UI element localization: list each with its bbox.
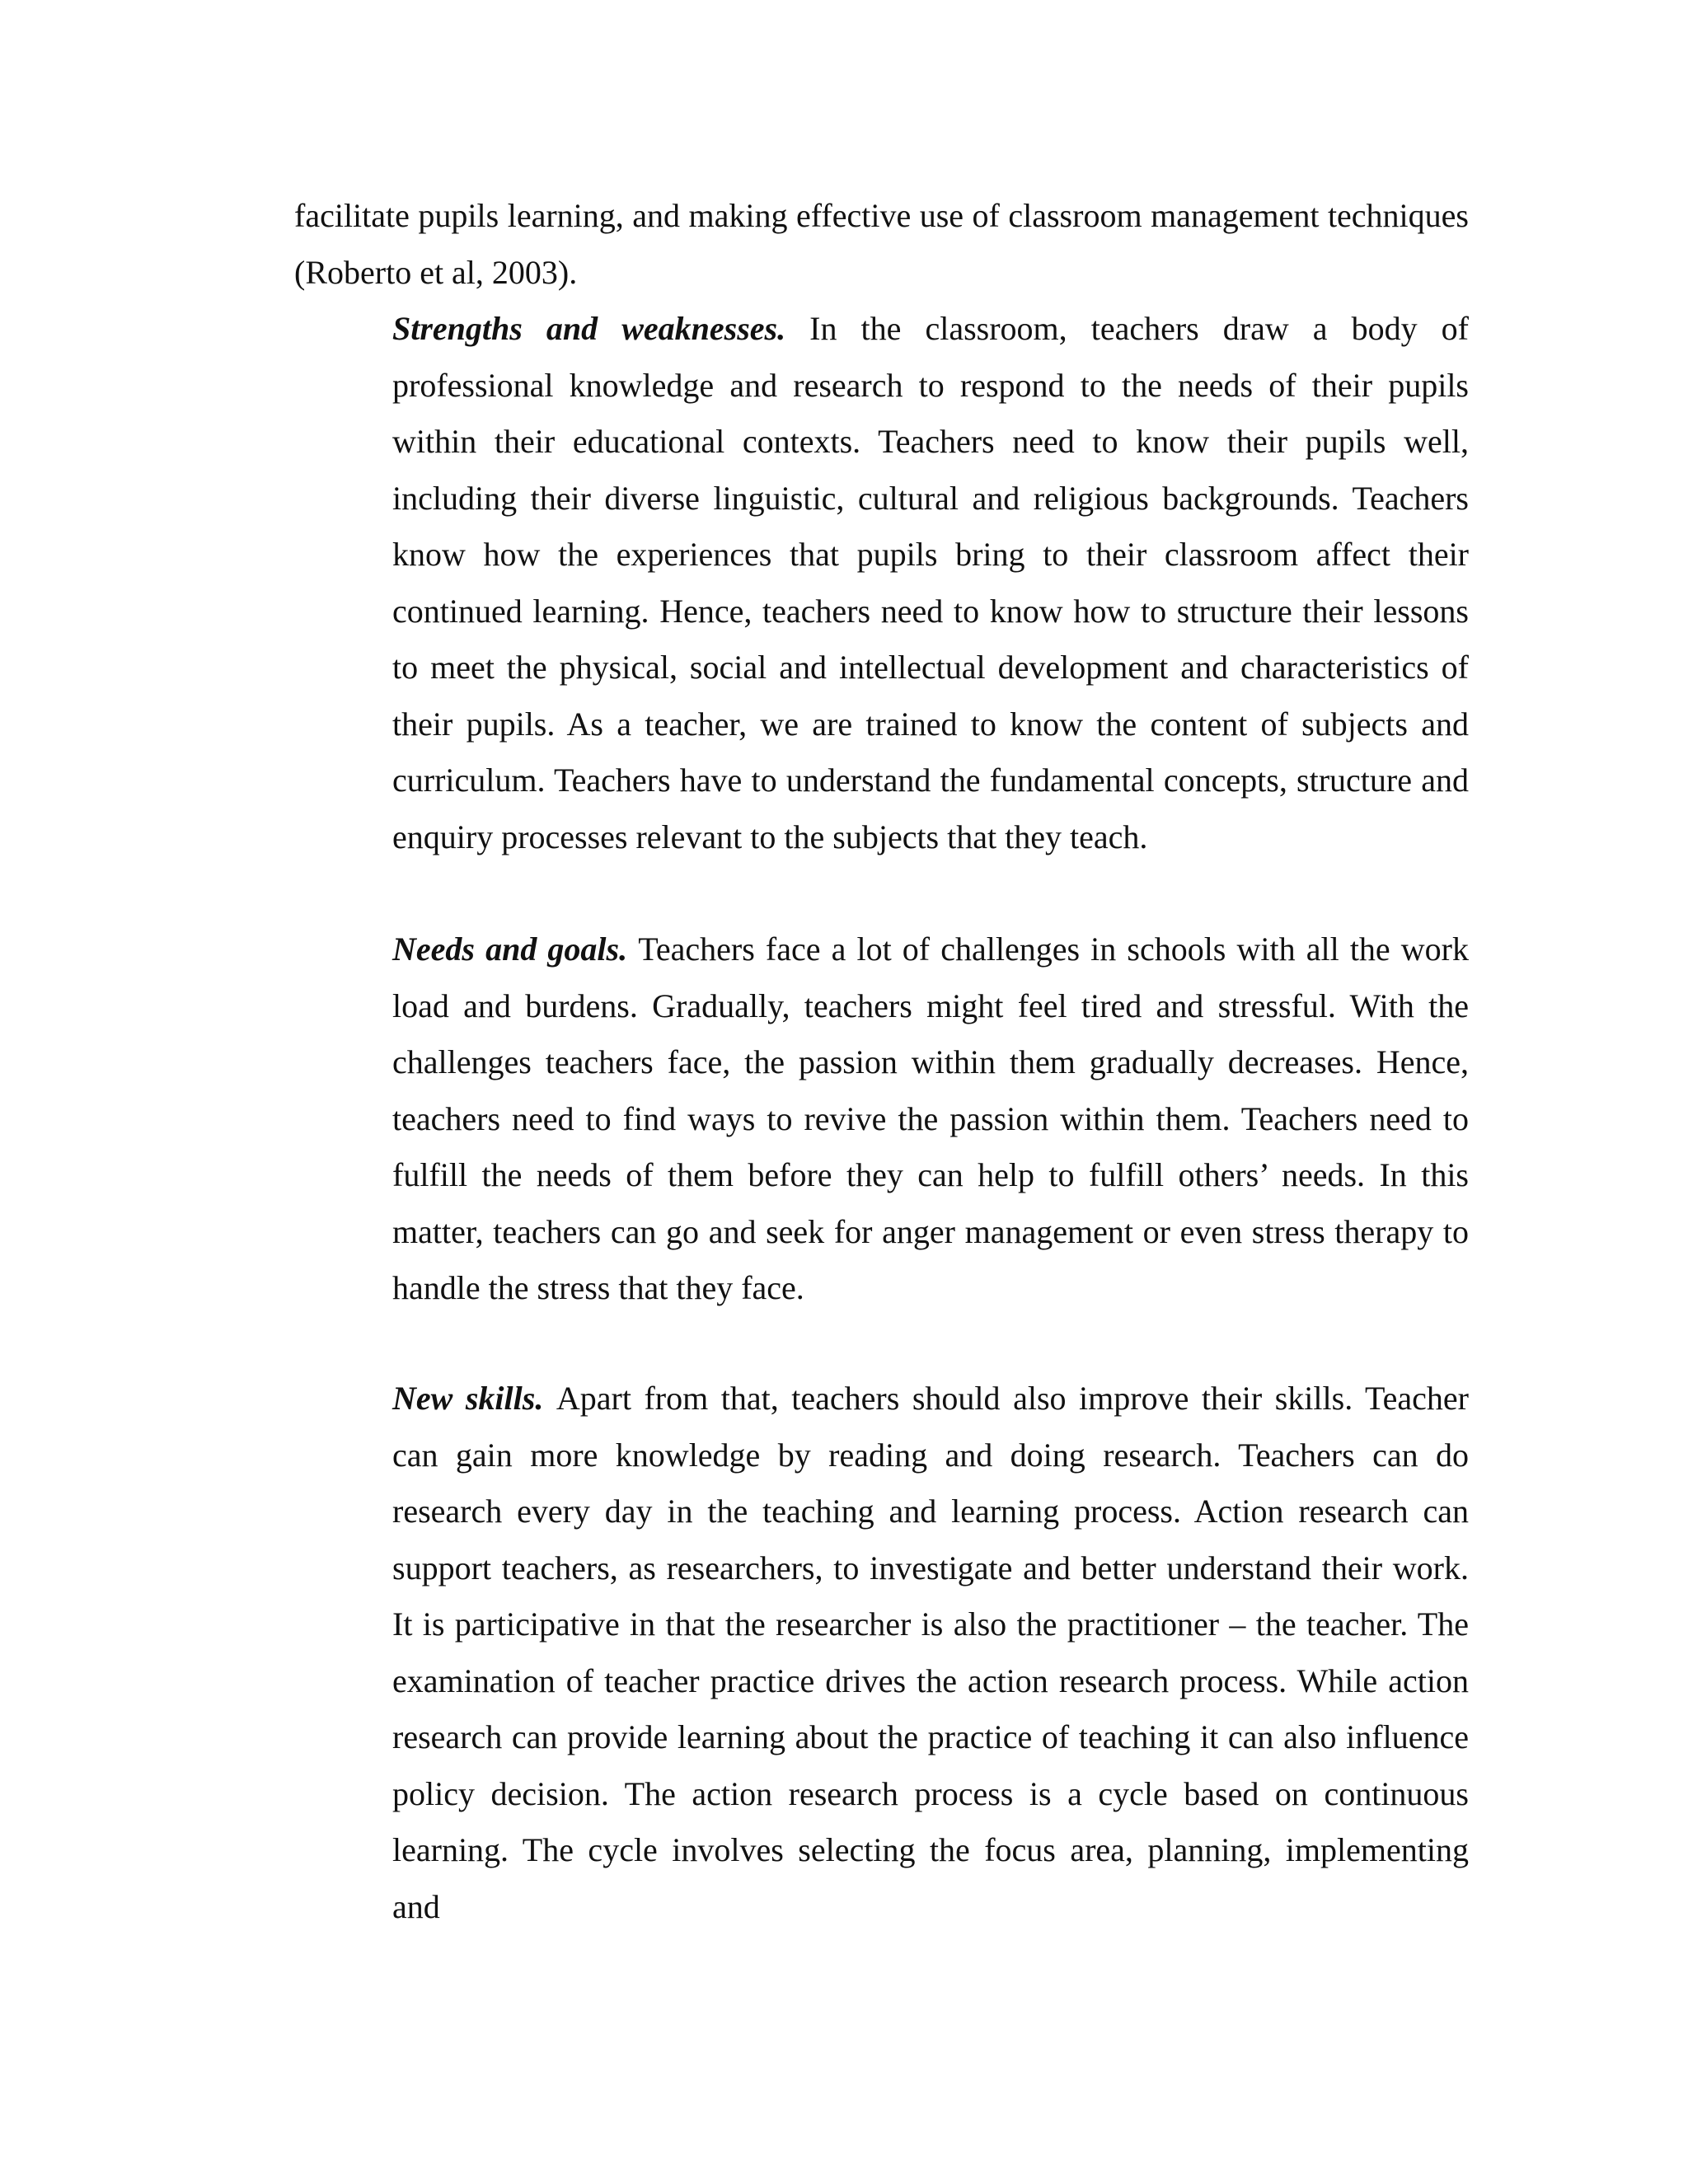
section-heading: Needs and goals. — [392, 930, 639, 968]
section-body: Teachers face a lot of challenges in schools with all the work load and burdens. Gradually, teachers might feel tired and stressful. With the challenges teachers face, the passion within them gradually decreases. Hence, teachers need to find ways to revive the passion within them. Teachers need to fulfill the needs of them before they can help to fulfill others’ needs. In this matter, teachers can go and seek for anger management or even stress therapy to handle the stress that they face. — [392, 930, 1470, 1306]
section-heading: New skills. — [392, 1380, 556, 1417]
section-new-skills — [392, 1371, 1469, 1935]
section-body: Apart from that, teachers should also improve their skills. Teacher can gain more knowledge by reading and doing research. Teachers can do research every day in the teaching and learning process. Action research can support teachers, as researchers, to investigate and better understand their work. It is participative in that the researcher is also the practitioner – the teacher. The examination of teacher practice drives the action research process. While action research can provide learning about the practice of teaching it can also influence policy decision. The action research process is a cycle based on continuous learning. The cycle involves selecting the focus area, planning, implementing and — [392, 1380, 1469, 1925]
section-needs-goals — [392, 921, 1469, 1317]
section-body: In the classroom, teachers draw a body of professional knowledge and research to respond to the needs of their pupils within their educational contexts. Teachers need to know their pupils well, including their diverse linguistic, cultural and religious backgrounds. Teachers know how the experiences that pupils bring to their classroom affect their continued learning. Hence, teachers need to know how to structure their lessons to meet the physical, social and intellectual development and characteristics of their pupils. As a teacher, we are trained to know the content of subjects and curriculum. Teachers have to understand the fundamental concepts, structure and enquiry processes relevant to the subjects that they teach. — [392, 310, 1470, 855]
section-heading: Strengths and weaknesses. — [392, 310, 810, 347]
section-strengths-weaknesses — [392, 301, 1469, 865]
intro-paragraph: facilitate pupils learning, and making effective use of classroom management techniques (Roberto et al, 2003). — [294, 197, 1469, 291]
